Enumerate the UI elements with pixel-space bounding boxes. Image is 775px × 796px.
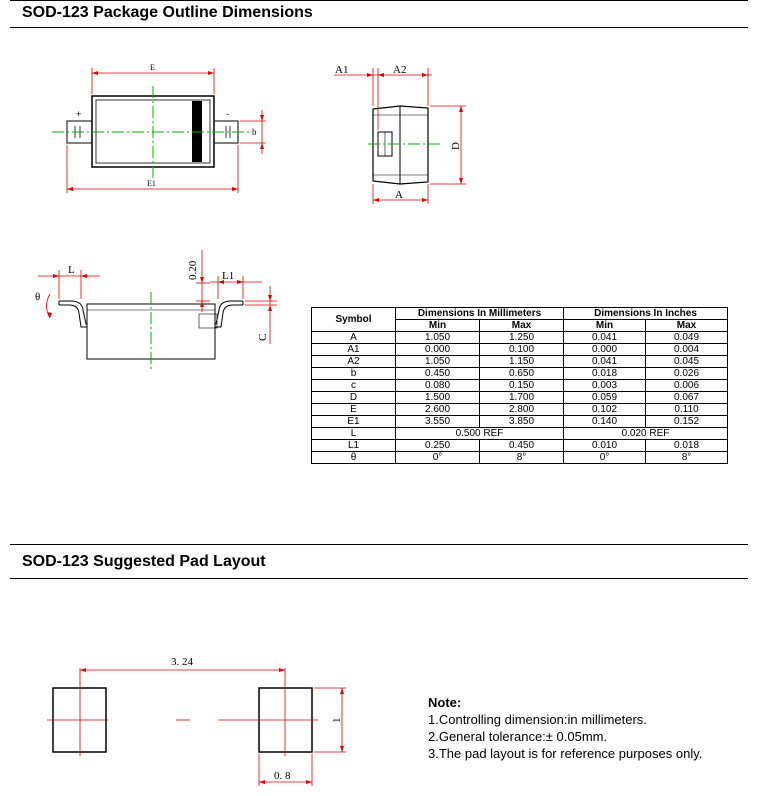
note-block bbox=[428, 694, 702, 762]
table-row bbox=[312, 416, 728, 428]
label-pitch: 3. 24 bbox=[171, 656, 193, 668]
label-A1: A1 bbox=[335, 64, 349, 76]
cell-in-max: 0.006 bbox=[646, 380, 728, 392]
header-in: Dimensions In Inches bbox=[564, 308, 728, 320]
pad-section-rule-bottom bbox=[10, 578, 748, 579]
cell-mm-max: 0.650 bbox=[480, 368, 564, 380]
outline-section-title: SOD-123 Package Outline Dimensions bbox=[22, 4, 313, 21]
header-in-min: Min bbox=[564, 320, 646, 332]
note-item: 3.The pad layout is for reference purposes only. bbox=[428, 746, 703, 761]
table-row bbox=[312, 356, 728, 368]
label-E1: E1 bbox=[147, 179, 156, 188]
cell-mm-max: 3.850 bbox=[480, 416, 564, 428]
cell-symbol: E bbox=[312, 404, 396, 416]
cell-in-min: 0.140 bbox=[564, 416, 646, 428]
dimensions-table bbox=[311, 307, 728, 464]
cell-in-min: 0.041 bbox=[564, 332, 646, 344]
cell-mm-max: 8° bbox=[480, 452, 564, 464]
table-header-row bbox=[312, 308, 728, 320]
cell-in-max: 0.110 bbox=[646, 404, 728, 416]
cell-symbol: A1 bbox=[312, 344, 396, 356]
cell-symbol: A bbox=[312, 332, 396, 344]
cell-in-max: 0.067 bbox=[646, 392, 728, 404]
pad-layout-drawing bbox=[47, 668, 346, 786]
top-view-drawing bbox=[52, 68, 266, 193]
header-mm-min: Min bbox=[396, 320, 480, 332]
cell-mm-min: 3.550 bbox=[396, 416, 480, 428]
label-L: L bbox=[68, 264, 75, 276]
header-in-max: Max bbox=[646, 320, 728, 332]
header-mm-max: Max bbox=[480, 320, 564, 332]
cell-in-max: 0.152 bbox=[646, 416, 728, 428]
pad-section-rule-top bbox=[10, 544, 748, 545]
cell-in-min: 0.000 bbox=[564, 344, 646, 356]
cell-mm-max: 0.150 bbox=[480, 380, 564, 392]
label-D: D bbox=[450, 142, 462, 150]
cell-mm-max: 1.250 bbox=[480, 332, 564, 344]
cell-symbol: L1 bbox=[312, 440, 396, 452]
cell-mm-min: 0.450 bbox=[396, 368, 480, 380]
cell-mm-ref: 0.500 REF bbox=[396, 428, 564, 440]
cell-in-min: 0.018 bbox=[564, 368, 646, 380]
cell-mm-max: 0.450 bbox=[480, 440, 564, 452]
table-row bbox=[312, 404, 728, 416]
table-row bbox=[312, 380, 728, 392]
label-E: E bbox=[150, 63, 155, 72]
cell-mm-min: 0.250 bbox=[396, 440, 480, 452]
label-0-20: 0.20 bbox=[187, 260, 199, 280]
note-item: 1.Controlling dimension:in millimeters. bbox=[428, 712, 647, 727]
label-theta: θ bbox=[35, 291, 41, 303]
table-row bbox=[312, 368, 728, 380]
cell-mm-max: 1.150 bbox=[480, 356, 564, 368]
cell-mm-min: 0.080 bbox=[396, 380, 480, 392]
table-row bbox=[312, 428, 728, 440]
cell-mm-max: 2.800 bbox=[480, 404, 564, 416]
cell-mm-min: 1.050 bbox=[396, 356, 480, 368]
table-row bbox=[312, 344, 728, 356]
label-C: C bbox=[257, 333, 269, 341]
cell-mm-min: 2.600 bbox=[396, 404, 480, 416]
cell-symbol: D bbox=[312, 392, 396, 404]
cell-in-min: 0.041 bbox=[564, 356, 646, 368]
cell-in-min: 0.102 bbox=[564, 404, 646, 416]
table-row bbox=[312, 392, 728, 404]
cell-mm-max: 0.100 bbox=[480, 344, 564, 356]
table-row bbox=[312, 440, 728, 452]
pad-section-title: SOD-123 Suggested Pad Layout bbox=[22, 553, 266, 570]
cell-symbol: c bbox=[312, 380, 396, 392]
label-b: b bbox=[252, 127, 257, 137]
cathode-minus-label: - bbox=[226, 109, 229, 119]
label-L1: L1 bbox=[222, 270, 235, 282]
label-A2: A2 bbox=[393, 64, 407, 76]
label-A: A bbox=[395, 189, 403, 201]
cell-in-max: 0.045 bbox=[646, 356, 728, 368]
note-title: Note: bbox=[428, 695, 462, 710]
cell-symbol: E1 bbox=[312, 416, 396, 428]
table-row bbox=[312, 452, 728, 464]
cell-in-min: 0.010 bbox=[564, 440, 646, 452]
cell-mm-min: 1.050 bbox=[396, 332, 480, 344]
cell-mm-min: 1.500 bbox=[396, 392, 480, 404]
cell-in-max: 0.004 bbox=[646, 344, 728, 356]
cell-mm-max: 1.700 bbox=[480, 392, 564, 404]
cell-in-max: 8° bbox=[646, 452, 728, 464]
header-mm: Dimensions In Millimeters bbox=[396, 308, 564, 320]
header-symbol: Symbol bbox=[312, 308, 396, 332]
label-pad-height: 1 bbox=[331, 717, 343, 723]
note-item: 2.General tolerance:± 0.05mm. bbox=[428, 729, 608, 744]
anode-plus-label: + bbox=[76, 109, 82, 119]
table-row bbox=[312, 332, 728, 344]
cell-mm-min: 0° bbox=[396, 452, 480, 464]
cell-in-min: 0.003 bbox=[564, 380, 646, 392]
cell-symbol: A2 bbox=[312, 356, 396, 368]
cell-in-max: 0.018 bbox=[646, 440, 728, 452]
cell-symbol: θ bbox=[312, 452, 396, 464]
cell-in-min: 0° bbox=[564, 452, 646, 464]
cell-in-max: 0.026 bbox=[646, 368, 728, 380]
side-view-drawing bbox=[334, 68, 466, 204]
cell-in-min: 0.059 bbox=[564, 392, 646, 404]
cell-in-ref: 0.020 REF bbox=[564, 428, 728, 440]
label-pad-width: 0. 8 bbox=[274, 770, 291, 782]
cell-mm-min: 0.000 bbox=[396, 344, 480, 356]
cell-symbol: L bbox=[312, 428, 396, 440]
cell-in-max: 0.049 bbox=[646, 332, 728, 344]
cell-symbol: b bbox=[312, 368, 396, 380]
